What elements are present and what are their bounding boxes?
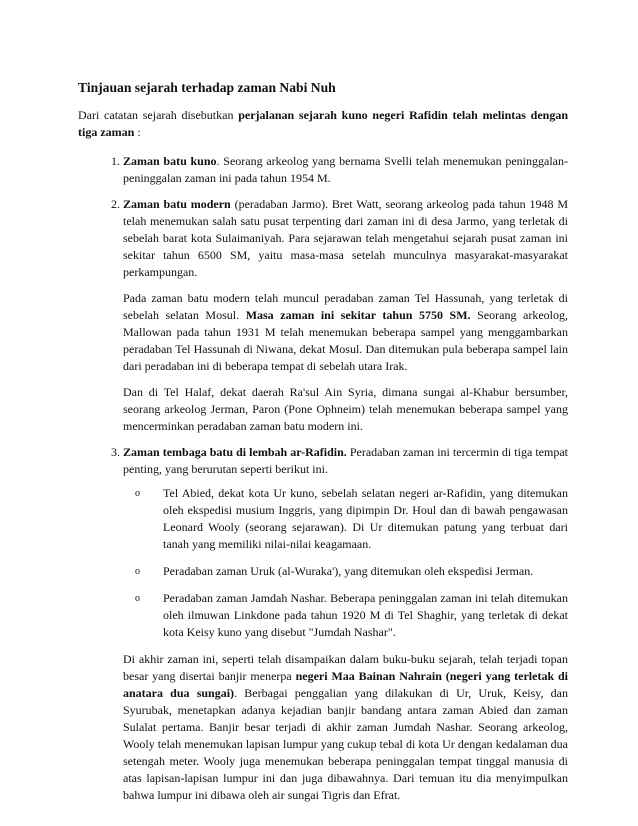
era-list	[78, 153, 568, 641]
era-2-p2-lead: Pada zaman batu modern telah muncul peradaban zaman Tel Hassunah, yang terletak di sebelah selatan Mosul.	[123, 291, 568, 322]
circle-bullet-icon: o	[135, 566, 140, 577]
era-3-paragraph	[123, 444, 568, 478]
site-2-text: Peradaban zaman Uruk (al-Wuraka'), yang ditemukan oleh ekspedisi Jerman.	[163, 564, 534, 578]
intro-paragraph	[78, 107, 568, 141]
closing-tail: . Berbagai penggalian yang dilakukan di Ur, Uruk, Keisy, dan Syurubak, menetapkan adanya kejadian banjir bandang antara zaman Abied dan zaman Sulalat pertama. Banjir besar terjadi di akhir zaman Jumdah Nashar. Seorang arkeolog, Wooly telah menemukan lapisan lumpur yang cukup tebal di kota Ur dengan kedalaman dua setengah meter. Wooly juga menemukan beberapa peninggalan tempat tinggal manusia di atas lapisan-lapisan lumpur ini dan juga dibawahnya. Dari temuan itu dia menyimpulkan bahwa lumpur ini dibawa oleh air sungai Tigris dan Efrat.	[123, 686, 568, 802]
circle-bullet-icon: o	[135, 488, 140, 499]
site-item-1	[135, 485, 568, 553]
site-item-3	[135, 590, 568, 641]
site-list	[123, 485, 568, 641]
intro-tail: :	[134, 125, 141, 139]
document-title: Tinjauan sejarah terhadap zaman Nabi Nuh	[78, 80, 336, 95]
closing-paragraph	[123, 651, 568, 804]
era-2-p2-tail: Seorang arkeolog, Mallowan pada tahun 1931 M telah menemukan beberapa sampel yang menggambarkan peradaban Tel Hassunah di Niwana, dekat Mosul. Dan ditemukan pula beberapa sampel lain dari peradaban ini di beberapa tempat di sebelah utara Irak.	[123, 308, 569, 373]
era-2-text: (peradaban Jarmo). Bret Watt, seorang arkeolog pada tahun 1948 M telah menemukan salah satu pusat terpenting dari zaman ini di desa Jarmo, yang terletak di sebelah barat kota Sulaimaniyah. Para sejarawan telah mengetahui sejarah pusat zaman ini sekitar tahun 6500 SM, yaitu masa-masa setelah munculnya masyarakat-masyarakat perkampungan.	[123, 197, 568, 279]
closing-lead: Di akhir zaman ini, seperti telah disampaikan dalam buku-buku sejarah, telah terjadi topan besar yang disertai banjir menerpa	[123, 652, 568, 683]
era-1-paragraph	[123, 153, 568, 187]
site-3-text: Peradaban zaman Jamdah Nashar. Beberapa peninggalan zaman ini telah ditemukan oleh ilmuwan Linkdone pada tahun 1920 M di Tel Shaghir, yang terletak di dekat kota Keisy kuno yang disebut "Jumdah Nashar".	[163, 591, 568, 639]
intro-lead: Dari catatan sejarah disebutkan	[78, 108, 239, 122]
circle-bullet-icon: o	[135, 593, 140, 604]
era-2-heading: Zaman batu modern	[123, 197, 231, 211]
era-2-paragraph-2	[123, 290, 568, 375]
closing-bold: negeri Maa Bainan Nahrain (negeri yang terletak di anatara dua sungai)	[123, 669, 568, 700]
intro-bold: perjalanan sejarah kuno negeri Rafidin telah melintas dengan tiga zaman	[78, 108, 568, 139]
site-item-2	[135, 563, 568, 580]
era-item-2	[123, 196, 568, 435]
era-1-text: . Seorang arkeolog yang bernama Svelli telah menemukan peninggalan-peninggalan zaman ini pada tahun 1954 M.	[123, 154, 568, 185]
era-item-3	[123, 444, 568, 641]
era-2-p2-bold: Masa zaman ini sekitar tahun 5750 SM.	[245, 308, 471, 322]
era-item-1	[123, 153, 568, 187]
era-1-heading: Zaman batu kuno	[123, 154, 217, 168]
site-1-text: Tel Abied, dekat kota Ur kuno, sebelah selatan negeri ar-Rafidin, yang ditemukan oleh ekspedisi musium Inggris, yang dipimpin Dr. Houl dan di bawah pengawasan Leonard Wooly (seorang sejarawan). Di Ur ditemukan patung yang terbuat dari tanah yang memiliki nilai-nilai keagamaan.	[163, 486, 568, 551]
era-2-paragraph-3: Dan di Tel Halaf, dekat daerah Ra'sul Ain Syria, dimana sungai al-Khabur bersumber, seorang arkeolog Jerman, Paron (Pone Ophneim) telah menemukan beberapa sampel yang mencerminkan peradaban zaman batu modern ini.	[123, 385, 568, 433]
era-2-paragraph	[123, 196, 568, 281]
era-3-heading: Zaman tembaga batu di lembah ar-Rafidin.	[123, 445, 347, 459]
era-3-text: Peradaban zaman ini tercermin di tiga tempat penting, yang berurutan seperti berikut ini.	[123, 445, 568, 476]
